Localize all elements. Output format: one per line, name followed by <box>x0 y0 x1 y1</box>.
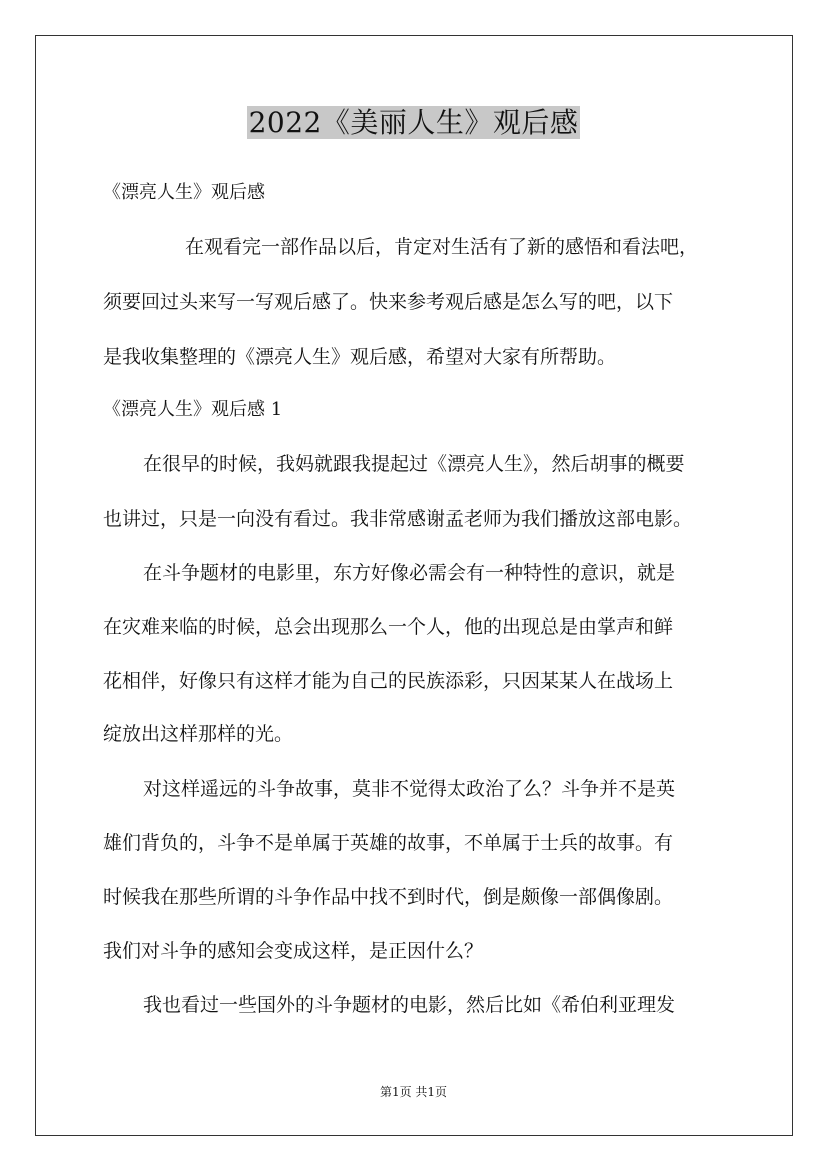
body-line: 在灾难来临的时候，总会出现那么一个人，他的出现总是由掌声和鲜 <box>103 616 674 638</box>
intro-line: 须要回过头来写一写观后感了。快来参考观后感是怎么写的吧，以下 <box>103 291 674 313</box>
body-line: 雄们背负的，斗争不是单属于英雄的故事，不单属于士兵的故事。有 <box>103 832 674 854</box>
body-line: 绽放出这样那样的光。 <box>103 723 294 745</box>
subheading: 《漂亮人生》观后感 <box>103 182 265 203</box>
document-title-wrap <box>0 101 827 145</box>
body-line: 也讲过，只是一向没有看过。我非常感谢孟老师为我们播放这部电影。 <box>103 508 693 530</box>
intro-line: 在观看完一部作品以后，肯定对生活有了新的感悟和看法吧， <box>185 236 699 258</box>
body-line: 时候我在那些所谓的斗争作品中找不到时代，倒是颇像一部偶像剧。 <box>103 886 674 908</box>
body-line: 在很早的时候，我妈就跟我提起过《漂亮人生》，然后胡事的概要 <box>143 453 685 475</box>
body-line: 对这样遥远的斗争故事，莫非不觉得太政治了么？斗争并不是英 <box>143 778 676 800</box>
body-line: 花相伴，好像只有这样才能为自己的民族添彩，只因某某人在战场上 <box>103 670 674 692</box>
body-line: 在斗争题材的电影里，东方好像必需会有一种特性的意识，就是 <box>143 562 676 584</box>
intro-line: 是我收集整理的《漂亮人生》观后感，希望对大家有所帮助。 <box>103 346 617 368</box>
section-heading: 《漂亮人生》观后感 1 <box>103 399 283 420</box>
body-line: 我也看过一些国外的斗争题材的电影，然后比如《希伯利亚理发 <box>143 994 676 1016</box>
body-line: 我们对斗争的感知会变成这样，是正因什么？ <box>103 940 484 962</box>
page-footer: 第1页 共1页 <box>379 1085 448 1099</box>
document-title: 2022《美丽人生》观后感 <box>248 106 579 139</box>
